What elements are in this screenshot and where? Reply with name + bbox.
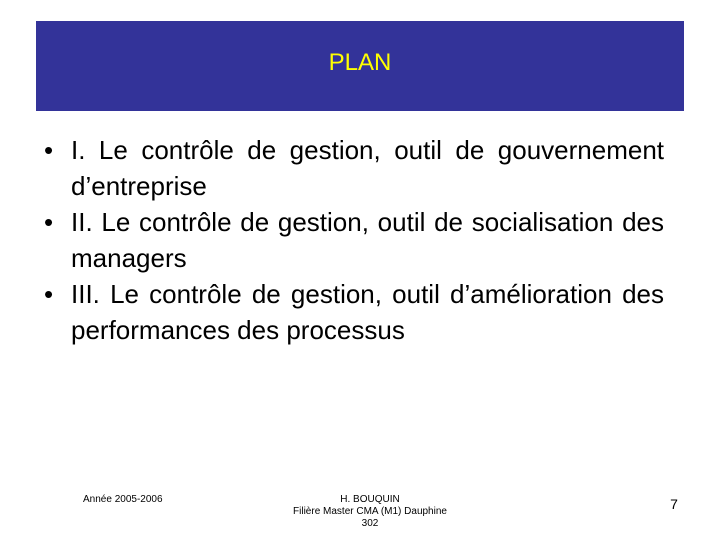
- footer-info: [260, 494, 480, 530]
- footer-author: H. BOUQUIN: [340, 494, 400, 505]
- bullet-list: [0, 132, 720, 348]
- bullet-item: [0, 204, 664, 276]
- footer-code: 302: [361, 518, 379, 529]
- bullet-icon: •: [44, 279, 54, 309]
- bullet-item: [0, 132, 664, 204]
- bullet-item: [0, 276, 664, 348]
- page-number: 7: [670, 496, 678, 512]
- footer-course: Filière Master CMA (M1) Dauphine: [293, 506, 447, 517]
- bullet-text: III. Le contrôle de gestion, outil d’amélioration des performances des processus: [71, 279, 664, 345]
- bullet-icon: •: [44, 135, 54, 165]
- footer-date: Année 2005-2006: [83, 494, 163, 505]
- bullet-icon: •: [44, 207, 54, 237]
- bullet-text: I. Le contrôle de gestion, outil de gouvernement d’entreprise: [71, 135, 664, 201]
- title-banner: [36, 21, 684, 111]
- bullet-text: II. Le contrôle de gestion, outil de socialisation des managers: [71, 207, 664, 273]
- slide-title: PLAN: [328, 49, 392, 76]
